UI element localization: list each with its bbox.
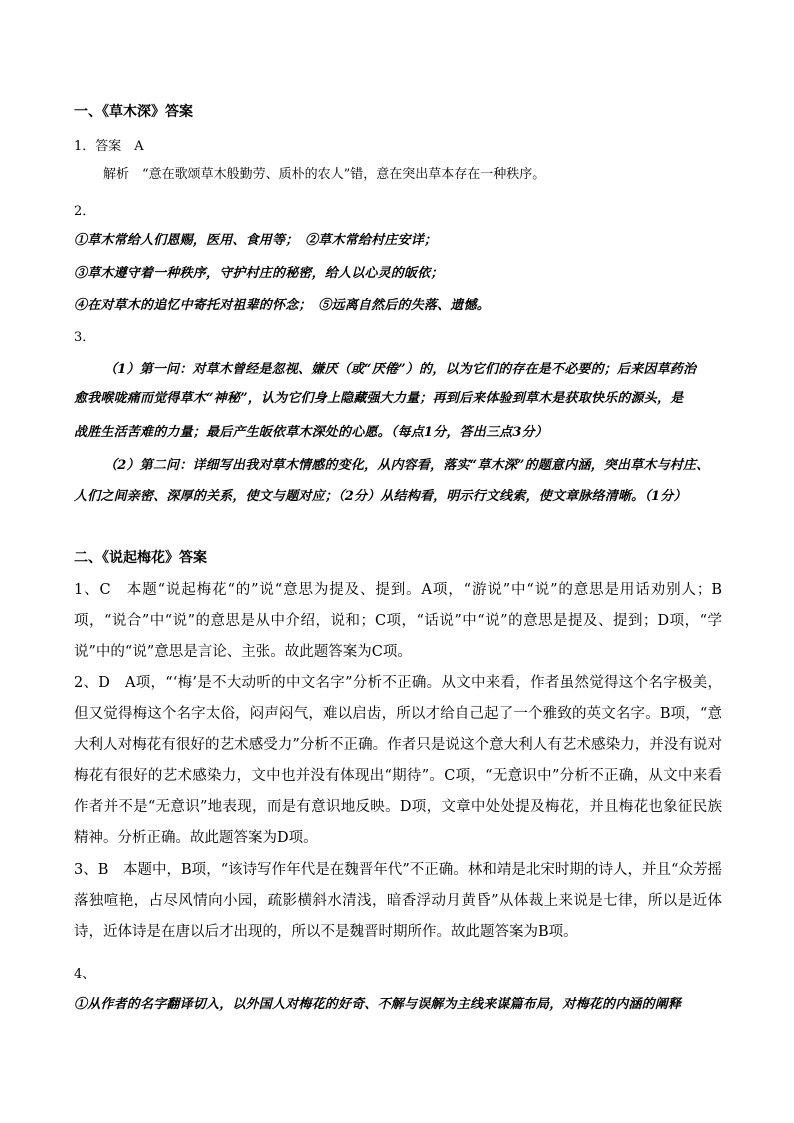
section2-heading: 二、《说起梅花》答案 <box>74 550 207 566</box>
q4-line-1: ①从作者的名字翻译切入，以外国人对梅花的好奇、不解与误解为主线来谋篇布局，对梅花的内涵的阐释 <box>74 997 682 1012</box>
s2-answer-1: 1、C 本题“说起梅花“的”说“意思为提及、提到。A项，“游说”中“说”的意思是用话劝别人；B项，“说合”中“说”的意思是从中介绍，说和；C项，“话说”中“说”的意思是提及、提到；D项，“学说”中的“说”意思是言论、主张。故此题答案为C项。 <box>74 582 722 660</box>
q2-line-3: ④在对草木的追忆中寄托对祖辈的怀念； ⑤远离自然后的失落、遗憾。 <box>74 298 490 313</box>
q1-analysis: 解析 “意在歌颂草木般勤劳、质朴的农人”错，意在突出草本存在一种秩序。 <box>103 167 546 182</box>
q3-line-5: 人们之间亲密、深厚的关系，使文与题对应；（2分）从结构看，明示行文线索，使文章脉络清晰。（1分） <box>74 489 687 504</box>
section1-heading: 一、《草木深》答案 <box>74 104 193 120</box>
q2-number: 2． <box>74 204 96 219</box>
q2-line-2: ③草木遵守着一种秩序，守护村庄的秘密，给人以心灵的皈依； <box>74 266 444 281</box>
q3-line-4: （2）第二问：详细写出我对草木情感的变化，从内容看，落实“草木深”的题意内涵，突出草木与村庄、 <box>104 458 710 473</box>
q3-line-2: 愈我喉咙痛而觉得草木“神秘”，认为它们身上隐藏强大力量；再到后来体验到草木是获取快乐的源头，是 <box>74 391 684 406</box>
q3-number: 3． <box>74 330 96 345</box>
s2-answer-2: 2、D A项，“‘梅’是不大动听的中文名字”分析不正确。从文中来看，作者虽然觉得这个名字极美，但又觉得梅这个名字太俗，闷声闷气，难以启齿，所以才给自己起了一个雅致的英文名字。B项，“意大利人对梅花有很好的艺术感受力”分析不正确。作者只是说这个意大利人有艺术感染力，并没有说对梅花有很好的艺术感染力，文中也并没有体现出“期待”。C项，“无意识中”分析不正确，从文中来看作者并不是“无意识”地表现，而是有意识地反映。D项，文章中处处提及梅花，并且梅花也象征民族精神。分析正确。故此题答案为D项。 <box>74 675 722 846</box>
q3-line-1: （1）第一问：对草木曾经是忽视、嫌厌（或“厌倦”）的，以为它们的存在是不必要的；后来因草药治 <box>104 362 697 377</box>
q2-line-1: ①草木常给人们恩赐，医用、食用等； ②草木常给村庄安详； <box>74 233 438 248</box>
s2-answer-3: 3、B 本题中，B项，“该诗写作年代是在魏晋年代”不正确。林和靖是北宋时期的诗人，并且“众芳摇落独喧艳，占尽风情向小园，疏影横斜水清浅，暗香浮动月黄昏”从体裁上来说是七律，所以是近体诗，近体诗是在唐以后才出现的，所以不是魏晋时期所作。故此题答案为B项。 <box>74 862 722 940</box>
q3-line-3: 战胜生活苦难的力量；最后产生皈依草木深处的心愿。（每点1分，答出三点3分） <box>74 425 548 440</box>
q4-number: 4、 <box>74 967 96 982</box>
q1-answer: 1．答案 A <box>74 139 144 154</box>
